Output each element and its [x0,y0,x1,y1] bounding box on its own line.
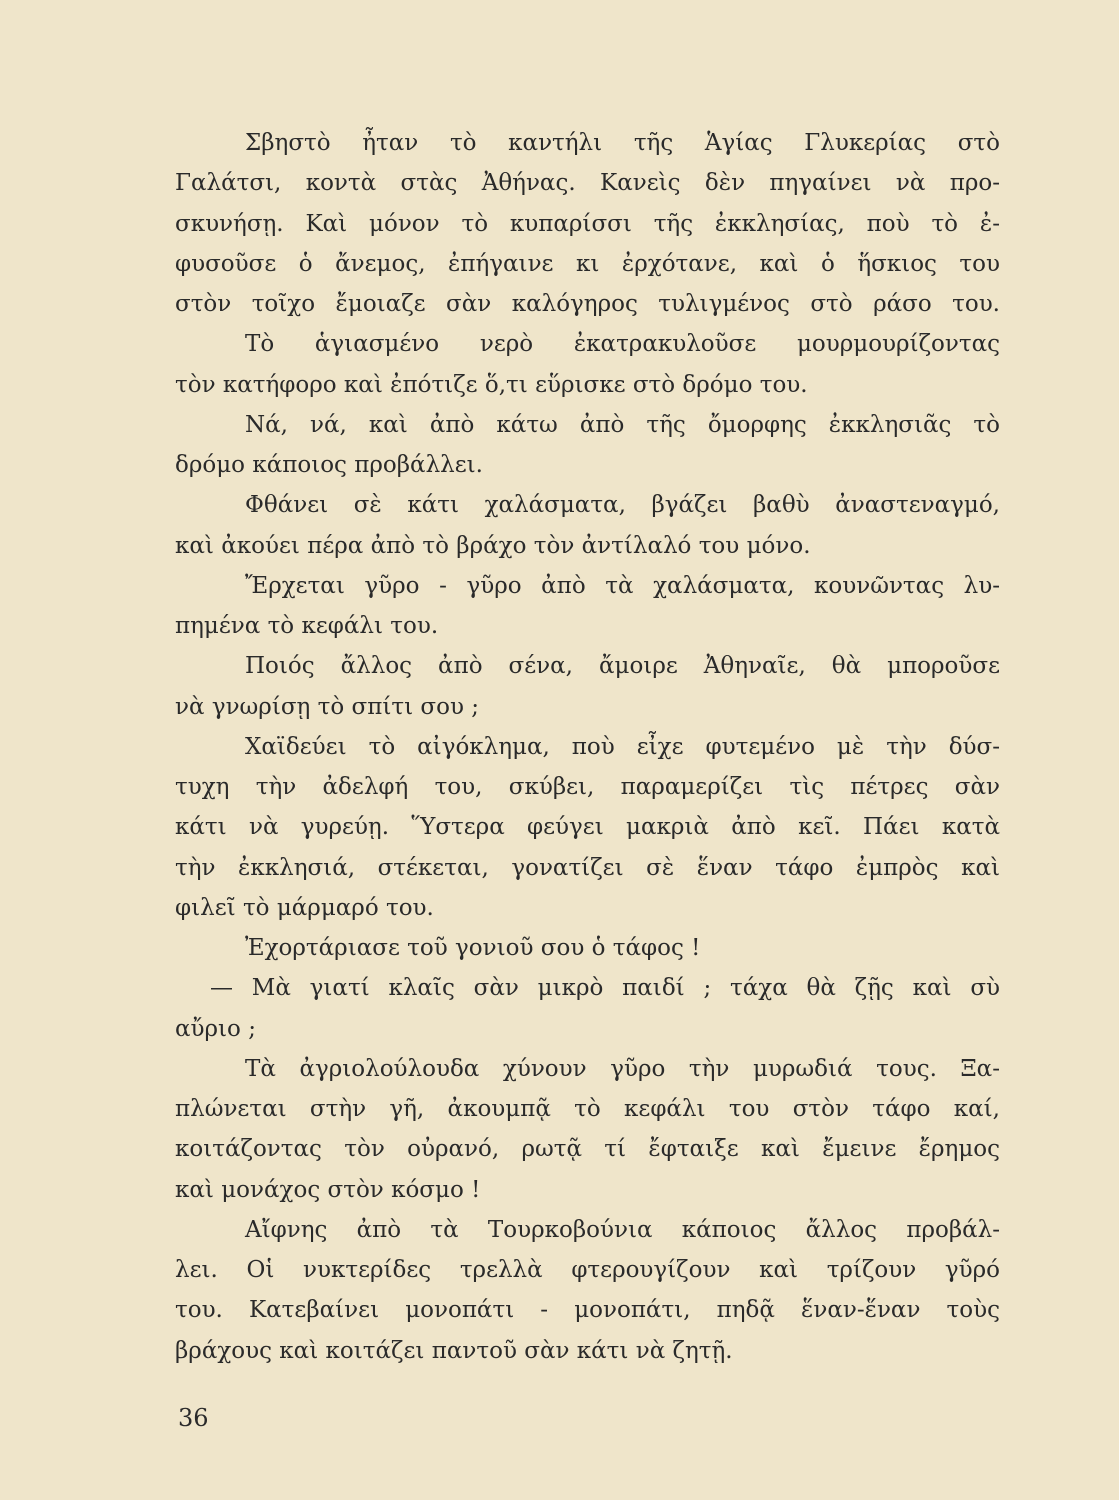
text-line: του. Κατεβαίνει μονοπάτι - μονοπάτι, πηδᾷ ἕναν-ἕναν τοὺς [175,1297,1000,1324]
text-line: λει. Οἱ νυκτερίδες τρελλὰ φτερουγίζουν καὶ τρίζουν γῦρό [175,1257,1000,1283]
text-line: τὸν κατήφορο καὶ ἐπότιζε ὅ,τι εὕρισκε στὸ δρόμο του. [175,371,808,398]
text-line: φυσοῦσε ὁ ἄνεμος, ἐπήγαινε κι ἐρχότανε, καὶ ὁ ἥσκιος του [175,250,1000,277]
text-line: κάτι νὰ γυρεύῃ. Ὕστερα φεύγει μακριὰ ἀπὸ κεῖ. Πάει κατὰ [175,814,1000,841]
text-line: αὔριο ; [175,1015,256,1042]
paragraph [175,405,1000,486]
text-line: Χαϊδεύει τὸ αἰγόκλημα, ποὺ εἶχε φυτεμένο μὲ τὴν δύσ- [245,733,1000,760]
text-line: πημένα τὸ κεφάλι του. [175,613,439,639]
text-line: πλώνεται στὴν γῆ, ἀκουμπᾷ τὸ κεφάλι του στὸν τάφο καί, [175,1096,1000,1122]
text-line: βράχους καὶ κοιτάζει παντοῦ σὰν κάτι νὰ ζητῇ. [175,1337,733,1364]
paragraph [175,1049,1000,1210]
text-line: στὸν τοῖχο ἔμοιαζε σὰν καλόγηρος τυλιγμένος στὸ ράσο του. [175,291,1000,317]
text-line: Αἴφνης ἀπὸ τὰ Τουρκοβούνια κάποιος ἄλλος προβάλ- [245,1216,1000,1243]
paragraph [175,968,1000,1049]
text-line: Τὰ ἀγριολούλουδα χύνουν γῦρο τὴν μυρωδιά τους. Ξα- [245,1055,1000,1082]
paragraph [175,566,1000,647]
paragraph [175,928,1000,968]
text-line: Νά, νά, καὶ ἀπὸ κάτω ἀπὸ τῆς ὄμορφης ἐκκλησιᾶς τὸ [245,411,1000,438]
paragraph [175,485,1000,566]
body-text [175,123,1000,1371]
text-line: Τὸ ἁγιασμένο νερὸ ἐκατρακυλοῦσε μουρμουρίζοντας [245,331,1000,358]
paragraph [175,1210,1000,1371]
paragraph [175,123,1000,324]
text-line: — Μὰ γιατί κλαῖς σὰν μικρὸ παιδί ; τάχα θὰ ζῇς καὶ σὺ [210,975,1000,1002]
paragraph [175,727,1000,928]
text-line: Γαλάτσι, κοντὰ στὰς Ἀθήνας. Κανεὶς δὲν πηγαίνει νὰ προ- [175,170,1000,197]
text-line: καὶ μονάχος στὸν κόσμο ! [175,1176,481,1203]
text-line: κοιτάζοντας τὸν οὐρανό, ρωτᾷ τί ἔφταιξε καὶ ἔμεινε ἔρημος [175,1136,1000,1163]
text-line: Ἔρχεται γῦρο - γῦρο ἀπὸ τὰ χαλάσματα, κουνῶντας λυ- [245,572,1000,599]
text-line: νὰ γνωρίσῃ τὸ σπίτι σου ; [175,693,479,720]
text-line: καὶ ἀκούει πέρα ἀπὸ τὸ βράχο τὸν ἀντίλαλό του μόνο. [175,532,811,559]
text-line: Ποιός ἄλλος ἀπὸ σένα, ἄμοιρε Ἀθηναῖε, θὰ μποροῦσε [245,653,1000,680]
paragraph [175,324,1000,405]
text-line: τυχη τὴν ἀδελφή του, σκύβει, παραμερίζει τὶς πέτρες σὰν [175,774,1000,800]
text-line: Φθάνει σὲ κάτι χαλάσματα, βγάζει βαθὺ ἀναστεναγμό, [245,492,1000,519]
page-number: 36 [178,1404,209,1432]
text-line: τὴν ἐκκλησιά, στέκεται, γονατίζει σὲ ἕναν τάφο ἐμπρὸς καὶ [175,854,1000,881]
paragraph [175,646,1000,727]
text-line: φιλεῖ τὸ μάρμαρό του. [175,894,434,921]
text-line: σκυνήσῃ. Καὶ μόνον τὸ κυπαρίσσι τῆς ἐκκλησίας, ποὺ τὸ ἐ- [175,210,1000,237]
text-line: Σβηστὸ ἦταν τὸ καντήλι τῆς Ἁγίας Γλυκερίας στὸ [245,130,1000,156]
text-line: Ἐχορτάριασε τοῦ γονιοῦ σου ὁ τάφος ! [245,935,701,961]
text-line: δρόμο κάποιος προβάλλει. [175,452,483,478]
